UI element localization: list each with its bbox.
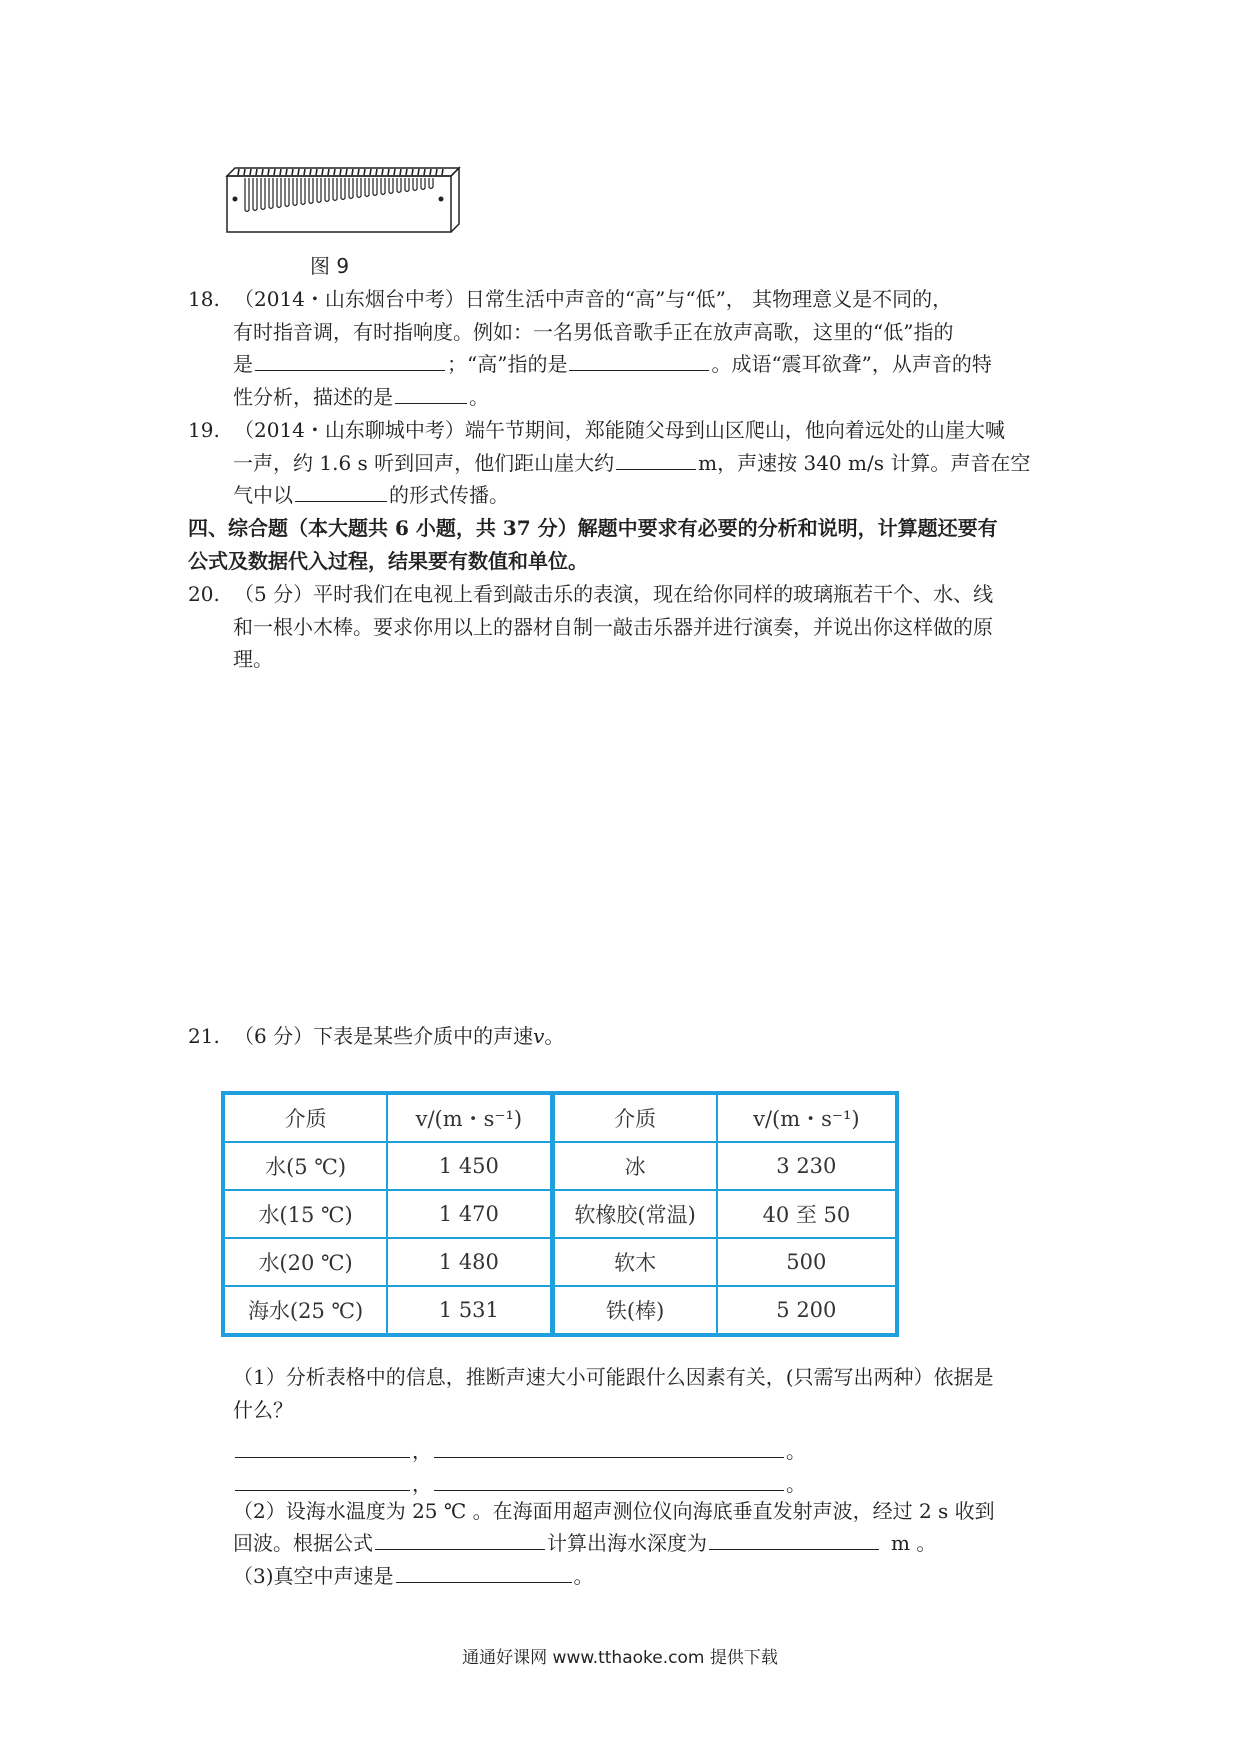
table-cell: 1 480 [387,1238,552,1286]
q19-text-2b: m，声速按 340 m/s 计算。声音在空 [698,451,1031,475]
figure-9 [225,164,461,234]
q18-text-3a: 是 [233,352,253,376]
q18-line-3 [233,348,1113,381]
table-header-cell: 介质 [552,1093,717,1142]
q18-blank-3[interactable] [395,383,467,404]
table-cell: 软橡胶(常温) [552,1190,717,1238]
table-cell: 500 [717,1238,897,1286]
q21-intro-end: 。 [544,1024,565,1048]
q19-text-2a: 一声，约 1.6 s 听到回声，他们距山崖大约 [233,451,615,475]
q20-line-1 [188,578,1068,611]
q20-line-2: 和一根小木棒。要求你用以上的器材自制一敲击乐器并进行演奏，并说出你这样做的原 [233,615,993,639]
table-cell: 海水(25 ℃) [223,1286,387,1335]
table-cell: 铁(棒) [552,1286,717,1335]
q19-text-1: （2014・山东聊城中考）端午节期间，郑能随父母到山区爬山，他向着远处的山崖大喊 [234,418,1005,442]
q21-answer-line-1 [233,1435,1113,1468]
period: 。 [786,1472,806,1496]
table-row [223,1238,897,1286]
vacuum-speed-blank[interactable] [396,1562,572,1583]
q18-text-4a: 性分析，描述的是 [233,385,393,409]
q18-number: 18. [188,287,220,311]
q21-part1-line-2: 什么？ [233,1398,293,1422]
table-cell: 水(15 ℃) [223,1190,387,1238]
q18-text-3c: 。成语“震耳欲聋”，从声音的特 [711,352,992,376]
comb-device-illustration [225,164,461,234]
table-cell: 冰 [552,1142,717,1190]
q18-text-4b: 。 [469,385,489,409]
q21-part2-text-a: 回波。根据公式 [233,1531,373,1555]
formula-blank[interactable] [375,1529,545,1550]
q21-part2-line-2 [233,1527,1113,1560]
q18-text-3b: ；“高”指的是 [447,352,568,376]
q21-intro-text: （6 分）下表是某些介质中的声速 [234,1024,534,1048]
q20-number: 20. [188,582,220,606]
q19-blank-1[interactable] [616,449,696,470]
table-row [223,1142,897,1190]
q21-part2-line-1: （2）设海水温度为 25 ℃ 。在海面用超声测位仪向海底垂直发射声波，经过 2 s 收到 [233,1499,995,1523]
q18-blank-2[interactable] [569,350,709,371]
table-header-row [223,1093,897,1142]
table-cell: 1 470 [387,1190,552,1238]
q18-line-4 [233,381,1113,414]
q21-number: 21. [188,1024,220,1048]
section4-heading-1: 四、综合题（本大题共 6 小题，共 37 分）解题中要求有必要的分析和说明，计算题还要有 [188,516,998,540]
sound-speed-table [221,1091,899,1337]
comma: ， [412,1472,432,1496]
table-cell: 40 至 50 [717,1190,897,1238]
footer-credit: 通通好课网 www.tthaoke.com 提供下载 [462,1648,778,1668]
answer-blank-factor-2[interactable] [235,1470,410,1491]
table-cell: 5 200 [717,1286,897,1335]
q21-part3 [233,1560,1113,1593]
period: 。 [786,1439,806,1463]
q21-intro [188,1020,1068,1053]
q19-text-3a: 气中以 [233,483,293,507]
q21-part2-text-b: 计算出海水深度为 [547,1531,707,1555]
comma: ， [412,1439,432,1463]
answer-blank-reason-2[interactable] [434,1470,784,1491]
q21-part3-end: 。 [573,1564,594,1588]
table-header-cell: v/(m・s⁻¹) [387,1093,552,1142]
table-cell: 1 531 [387,1286,552,1335]
table-row [223,1190,897,1238]
q20-line-3: 理。 [233,647,273,671]
q21-part3-text: （3)真空中声速是 [233,1564,394,1588]
q18-text-1: （2014・山东烟台中考）日常生活中声音的“高”与“低”， 其物理意义是不同的， [234,287,953,311]
q21-part2-text-c: m 。 [891,1531,937,1555]
q21-part1-line-1: （1）分析表格中的信息，推断声速大小可能跟什么因素有关，(只需写出两种）依据是 [233,1365,994,1389]
q18-blank-1[interactable] [255,350,445,371]
q18-line-1 [188,283,1068,316]
table-cell: 软木 [552,1238,717,1286]
q19-number: 19. [188,418,220,442]
depth-blank[interactable] [709,1529,879,1550]
table-row [223,1286,897,1335]
q19-line-3 [233,479,1113,512]
table-cell: 水(5 ℃) [223,1142,387,1190]
table-cell: 3 230 [717,1142,897,1190]
q21-intro-var: v [533,1024,545,1048]
q19-text-3b: 的形式传播。 [389,483,509,507]
q19-line-1 [188,414,1068,447]
q19-line-2 [233,447,1113,480]
figure-caption: 图 9 [310,254,350,278]
table-header-cell: v/(m・s⁻¹) [717,1093,897,1142]
answer-blank-reason-1[interactable] [434,1437,784,1458]
answer-blank-factor-1[interactable] [235,1437,410,1458]
q18-line-2: 有时指音调，有时指响度。例如：一名男低音歌手正在放声高歌，这里的“低”指的 [233,320,954,344]
table-cell: 水(20 ℃) [223,1238,387,1286]
section4-heading-2: 公式及数据代入过程，结果要有数值和单位。 [188,549,588,573]
table-cell: 1 450 [387,1142,552,1190]
table-header-cell: 介质 [223,1093,387,1142]
q20-text-1: （5 分）平时我们在电视上看到敲击乐的表演，现在给你同样的玻璃瓶若干个、水、线 [234,582,994,606]
q19-blank-2[interactable] [295,481,387,502]
